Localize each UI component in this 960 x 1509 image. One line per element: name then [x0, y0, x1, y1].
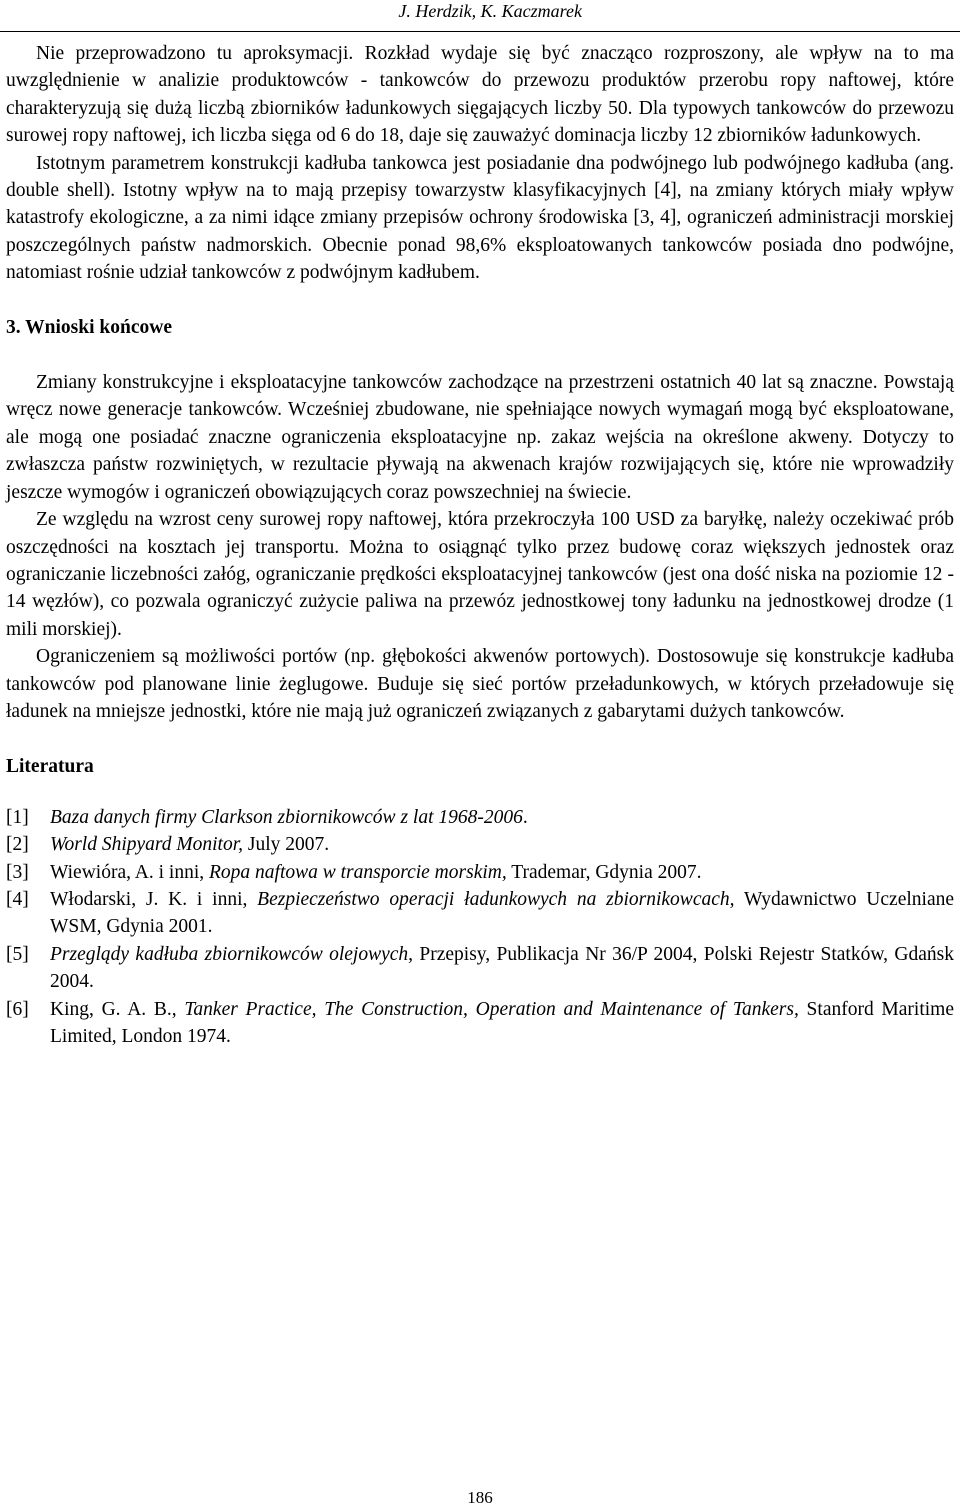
reference-number: [5]: [6, 943, 29, 965]
reference-details: July 2007.: [243, 834, 330, 856]
running-head-authors: J. Herdzik, K. Kaczmarek: [398, 1, 582, 21]
page-content: [6, 40, 954, 1050]
reference-list: [6, 804, 954, 1051]
reference-number: [1]: [6, 806, 29, 828]
reference-authors: King, G. A. B.,: [50, 998, 185, 1020]
section-title-conclusions: 3. Wnioski końcowe: [6, 316, 172, 338]
reference-authors: Włodarski, J. K. i inni,: [50, 888, 258, 910]
reference-item-6: [6, 996, 954, 1051]
reference-title: Przeglądy kadłuba zbiornikowców olejowych,: [50, 943, 414, 965]
reference-item-2: [6, 831, 954, 858]
reference-item-4: [6, 886, 954, 941]
reference-number: [3]: [6, 861, 29, 883]
section-title-literature: Literatura: [6, 756, 94, 778]
reference-item-3: [6, 859, 954, 886]
reference-title: Baza danych firmy Clarkson zbiornikowców z lat 1968-2006: [50, 806, 523, 828]
running-header: [0, 0, 960, 32]
reference-details: Trademar, Gdynia 2007.: [506, 861, 702, 883]
reference-item-1: [6, 804, 954, 831]
conclusions-paragraph-2: Ze względu na wzrost ceny surowej ropy naftowej, która przekroczyła 100 USD za baryłkę, należy oczekiwać prób oszczędności na kosztach jej transportu. Można to osiągnąć tylko przez budowę coraz większych jednostek oraz ograniczanie liczebności załóg, ograniczanie prędkości eksploatacyjnej tankowców (jest ona dość niska na poziomie 12 - 14 węzłów), co pozwala ograniczyć zużycie paliwa na przewóz jednostkowej tony ładunku na jednostkowej drodze (1 mili morskiej).: [6, 509, 954, 640]
body-paragraph-1: Nie przeprowadzono tu aproksymacji. Rozkład wydaje się być znacząco rozproszony, ale wpływ na to ma uwzględnienie w analizie produktowców - tankowców do przewozu produktów przerobu ropy naftowej, które charakteryzują się dużą liczbą zbiorników ładunkowych sięgających liczby 50. Dla typowych tankowców do przewozu surowej ropy naftowej, ich liczba sięga od 6 do 18, daje się zauważyć dominacja liczby 12 zbiorników ładunkowych.: [6, 43, 954, 147]
page-number: 186: [467, 1488, 493, 1507]
reference-title: Ropa naftowa w transporcie morskim,: [208, 861, 507, 883]
body-paragraph-2: Istotnym parametrem konstrukcji kadłuba tankowca jest posiadanie dna podwójnego lub podwójnego kadłuba (ang. double shell). Istotny wpływ na to mają przepisy towarzystw klasyfikacyjnych [4], na zmiany których miały wpływ katastrofy ekologiczne, a za nimi idące zmiany przepisów ochrony środowiska [3, 4], ograniczeń administracji morskiej poszczególnych państw nadmorskich. Obecnie ponad 98,6% eksploatowanych tankowców posiada dno podwójne, natomiast rośnie udział tankowców z podwójnym kadłubem.: [6, 152, 954, 284]
reference-title: Tanker Practice, The Construction, Operation and Maintenance of Tankers,: [184, 998, 799, 1020]
reference-details: .: [522, 806, 528, 828]
reference-title: Bezpieczeństwo operacji ładunkowych na zbiornikowcach,: [257, 888, 735, 910]
reference-number: [4]: [6, 888, 29, 910]
reference-item-5: [6, 941, 954, 996]
conclusions-paragraph-3: Ograniczeniem są możliwości portów (np. głębokości akwenów portowych). Dostosowuje się konstrukcje kadłuba tankowców pod planowane linie żeglugowe. Buduje się sieć portów przeładunkowych, w których przeładowuje się ładunek na mniejsze jednostki, które nie mają już ograniczeń związanych z gabarytami dużych tankowców.: [6, 646, 954, 722]
reference-number: [2]: [6, 834, 29, 856]
reference-title: World Shipyard Monitor,: [50, 834, 244, 856]
reference-details: Przepisy, Publikacja Nr 36/P 2004, Polski Rejestr Statków, Gdańsk 2004.: [50, 943, 954, 993]
conclusions-paragraph-1: Zmiany konstrukcyjne i eksploatacyjne tankowców zachodzące na przestrzeni ostatnich 40 lat są znaczne. Powstają wręcz nowe generacje tankowców. Wcześniej zbudowane, nie spełniające nowych wymagań mogą być eksploatowane, ale mogą one posiadać znaczne ograniczenia eksploatacyjne np. zakaz wejścia na określone akweny. Dotyczy to zwłaszcza państw rozwiniętych, w rezultacie pływają na akwenach krajów rozwijających się, które nie wprowadziły jeszcze wymogów i ograniczeń obowiązujących coraz powszechniej na świecie.: [6, 372, 954, 503]
reference-details: Stanford Maritime Limited, London 1974.: [50, 998, 954, 1047]
reference-number: [6]: [6, 998, 29, 1020]
reference-authors: Wiewióra, A. i inni,: [50, 861, 209, 883]
reference-details: Wydawnictwo Uczelniane WSM, Gdynia 2001.: [50, 888, 955, 938]
